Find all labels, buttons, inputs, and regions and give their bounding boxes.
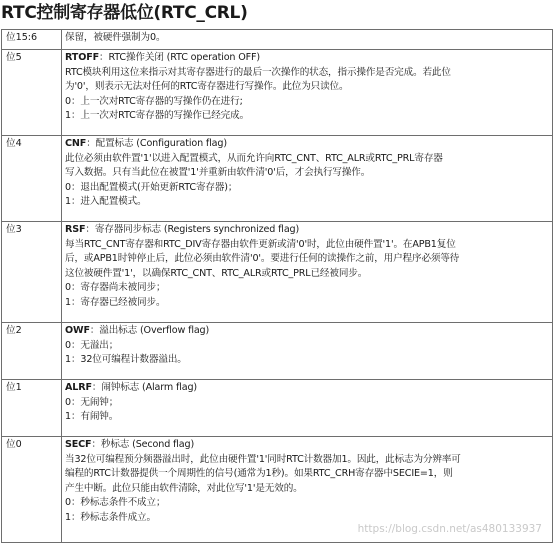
field-name: ALRF bbox=[65, 382, 92, 393]
field-heading bbox=[65, 438, 549, 453]
field-title: ：配置标志 (Configuration flag) bbox=[86, 138, 227, 149]
bit-field-cell: 位5 bbox=[2, 50, 62, 136]
bit-field-cell: 位0 bbox=[2, 437, 62, 543]
field-title: ：溢出标志 (Overflow flag) bbox=[89, 325, 210, 336]
description-line: 此位必须由软件置'1'以进入配置模式，从而允许向RTC_CNT、RTC_ALR或RTC_PRL寄存器 bbox=[65, 152, 443, 164]
table-row bbox=[2, 136, 553, 222]
bit-field-cell: 位1 bbox=[2, 380, 62, 437]
description-cell bbox=[62, 323, 553, 380]
table-row bbox=[2, 30, 553, 50]
field-name: SECF bbox=[65, 439, 92, 450]
description-cell bbox=[62, 30, 553, 50]
value-line: 1：秒标志条件成立。 bbox=[65, 511, 156, 523]
bit-field-cell: 位4 bbox=[2, 136, 62, 222]
value-line: 0：秒标志条件不成立； bbox=[65, 497, 166, 508]
table-row bbox=[2, 222, 553, 323]
table-row bbox=[2, 50, 553, 136]
field-title: ：RTC操作关闭 (RTC operation OFF) bbox=[99, 52, 260, 63]
description-line: 这位被硬件置'1'，以确保RTC_CNT、RTC_ALR或RTC_PRL已经被同步。 bbox=[65, 267, 368, 279]
description-line: 写入数据。只有当此位在被置'1'并重新由软件清'0'后，才会执行写操作。 bbox=[65, 167, 371, 178]
value-line: 0：退出配置模式(开始更新RTC寄存器)； bbox=[65, 181, 238, 193]
field-name: CNF bbox=[65, 138, 87, 149]
field-title: ：闹钟标志 (Alarm flag) bbox=[91, 382, 197, 393]
value-line: 0：寄存器尚未被同步； bbox=[65, 282, 166, 293]
description-cell bbox=[62, 136, 553, 222]
field-heading bbox=[65, 381, 549, 396]
value-line: 0：无闹钟； bbox=[65, 396, 119, 408]
value-line: 1：进入配置模式。 bbox=[65, 196, 147, 207]
description-cell bbox=[62, 222, 553, 323]
field-heading bbox=[65, 51, 549, 66]
description-line: 保留，被硬件强制为0。 bbox=[65, 32, 166, 43]
field-heading bbox=[65, 324, 549, 339]
value-line: 0：无溢出； bbox=[65, 339, 119, 351]
description-line: RTC模块利用这位来指示对其寄存器进行的最后一次操作的状态，指示操作是否完成。若此位 bbox=[65, 66, 451, 78]
description-line: 产生中断。此位只能由软件清除，对此位写'1'是无效的。 bbox=[65, 482, 303, 494]
value-line: 1：32位可编程计数器溢出。 bbox=[65, 354, 187, 365]
field-name: RTOFF bbox=[65, 52, 100, 63]
field-heading bbox=[65, 223, 549, 238]
table-row bbox=[2, 380, 553, 437]
description-line: 编程的RTC计数器提供一个周期性的信号(通常为1秒)。如果RTC_CRH寄存器中SECIE=1，则 bbox=[65, 468, 453, 479]
value-line: 1：寄存器已经被同步。 bbox=[65, 296, 166, 308]
field-heading bbox=[65, 137, 549, 152]
value-line: 1：上一次对RTC寄存器的写操作已经完成。 bbox=[65, 110, 250, 121]
bit-field-cell: 位3 bbox=[2, 222, 62, 323]
description-line: 后，或APB1时钟停止后，此位必须由软件清'0'。要进行任何的读操作之前，用户程序必须等待 bbox=[65, 253, 460, 264]
description-line: 每当RTC_CNT寄存器和RTC_DIV寄存器由软件更新或清'0'时，此位由硬件置'1'。在APB1复位 bbox=[65, 238, 456, 250]
field-name: OWF bbox=[65, 325, 90, 336]
page-title: RTC控制寄存器低位(RTC_CRL) bbox=[1, 3, 248, 23]
watermark-url: https://blog.csdn.net/as480133937 bbox=[357, 523, 542, 535]
description-cell bbox=[62, 380, 553, 437]
description-line: 当32位可编程预分频器溢出时，此位由硬件置'1'同时RTC计数器加1。因此，此标志为分辨率可 bbox=[65, 453, 461, 465]
description-cell bbox=[62, 50, 553, 136]
bit-field-cell: 位15:6 bbox=[2, 30, 62, 50]
field-name: RSF bbox=[65, 224, 86, 235]
description-line: 为'0'，则表示无法对任何的RTC寄存器进行写操作。此位为只读位。 bbox=[65, 81, 349, 92]
value-line: 0：上一次对RTC寄存器的写操作仍在进行; bbox=[65, 95, 243, 107]
value-line: 1：有闹钟。 bbox=[65, 411, 119, 422]
bit-field-cell: 位2 bbox=[2, 323, 62, 380]
register-table bbox=[1, 29, 553, 543]
field-title: ：秒标志 (Second flag) bbox=[91, 439, 195, 450]
table-row bbox=[2, 323, 553, 380]
field-title: ：寄存器同步标志 (Registers synchronized flag) bbox=[85, 224, 300, 235]
